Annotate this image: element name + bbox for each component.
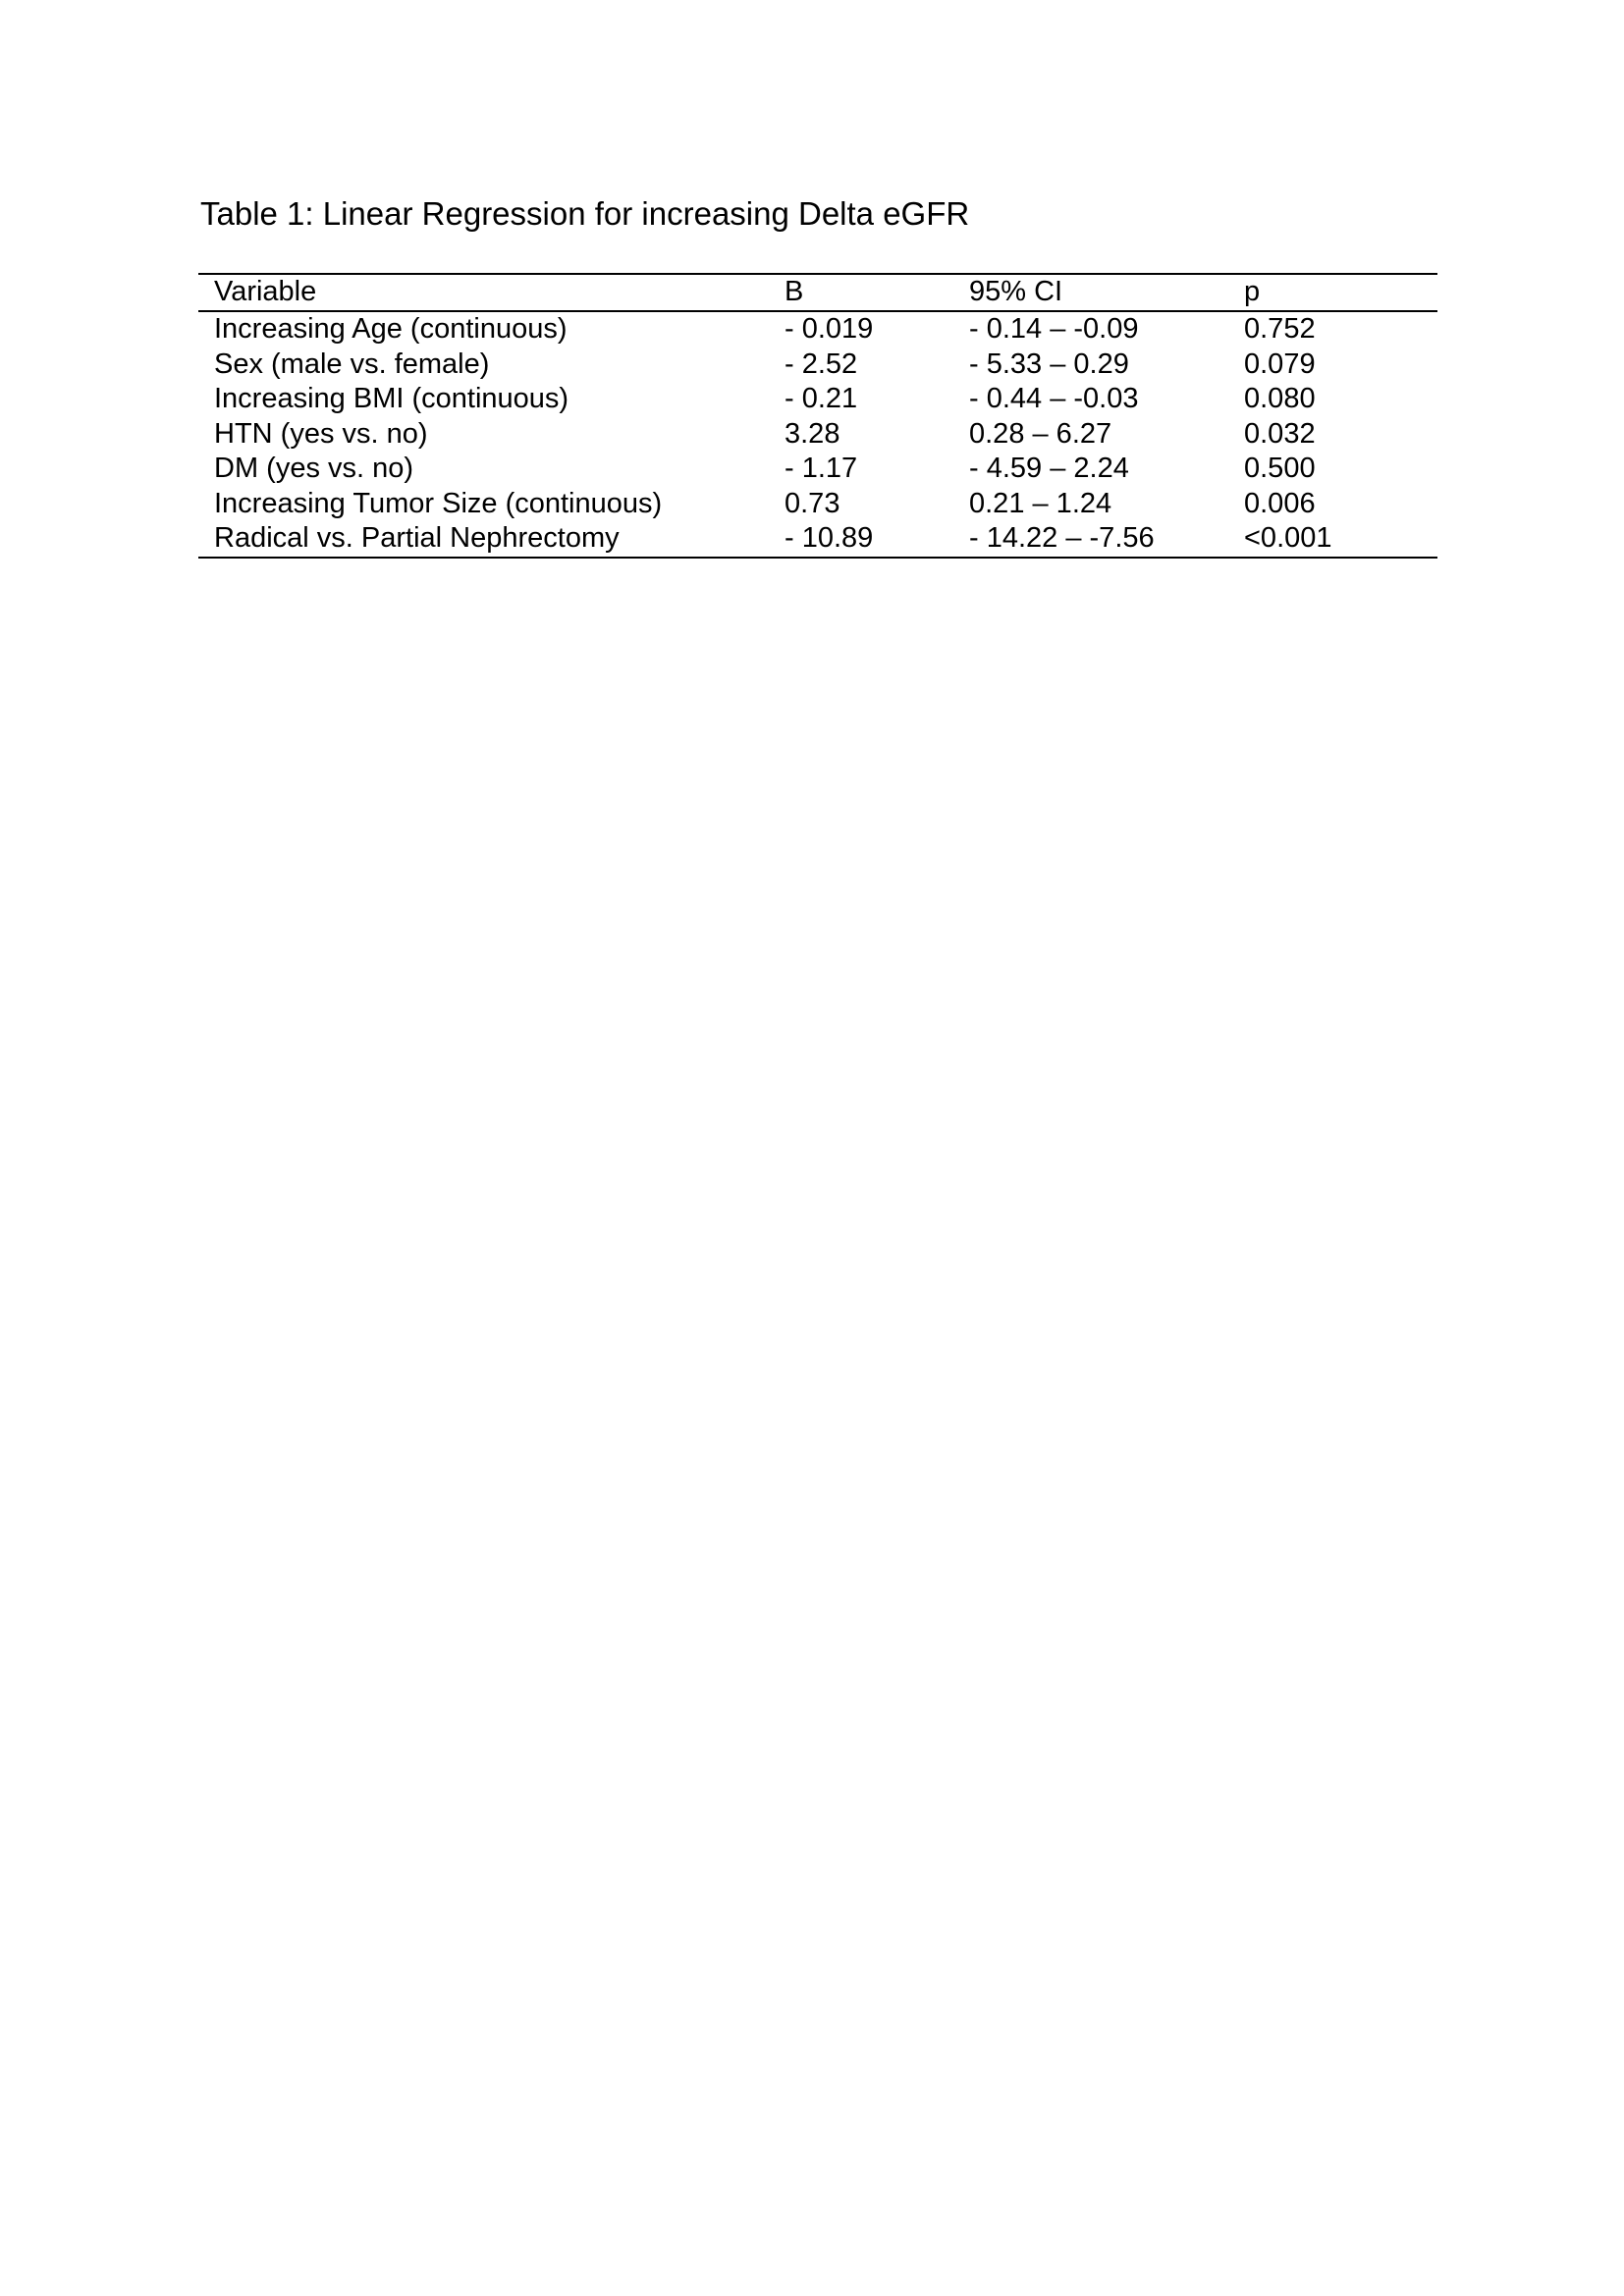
cell-variable: Sex (male vs. female) <box>214 347 490 380</box>
cell-b: - 1.17 <box>785 453 858 484</box>
cell-ci: - 0.14 – -0.09 <box>969 313 1139 345</box>
cell-p: 0.752 <box>1244 313 1316 345</box>
cell-variable: Increasing Age (continuous) <box>214 313 568 345</box>
cell-variable: Increasing BMI (continuous) <box>214 383 569 414</box>
table-row <box>198 382 1437 417</box>
cell-ci: 0.28 – 6.27 <box>969 417 1112 450</box>
cell-b: - 0.21 <box>785 383 858 414</box>
cell-p: 0.079 <box>1244 347 1316 380</box>
table-row <box>198 487 1437 522</box>
regression-table <box>198 273 1437 559</box>
table-row <box>198 347 1437 383</box>
table-row <box>198 312 1437 347</box>
cell-variable: HTN (yes vs. no) <box>214 417 428 450</box>
cell-b: 3.28 <box>785 417 840 450</box>
cell-ci: - 0.44 – -0.03 <box>969 383 1139 414</box>
header-p: p <box>1244 276 1261 307</box>
header-b: B <box>785 276 804 307</box>
table-row <box>198 417 1437 453</box>
header-ci: 95% CI <box>969 276 1063 307</box>
cell-b: 0.73 <box>785 487 840 519</box>
table-caption: Table 1: Linear Regression for increasing Delta eGFR <box>200 195 970 232</box>
cell-variable: DM (yes vs. no) <box>214 453 414 484</box>
cell-p: 0.006 <box>1244 487 1316 519</box>
table-header-row <box>198 275 1437 312</box>
cell-ci: - 4.59 – 2.24 <box>969 453 1129 484</box>
cell-ci: - 5.33 – 0.29 <box>969 347 1129 380</box>
cell-b: - 0.019 <box>785 313 874 345</box>
cell-variable: Radical vs. Partial Nephrectomy <box>214 522 620 554</box>
cell-variable: Increasing Tumor Size (continuous) <box>214 487 663 519</box>
cell-ci: - 14.22 – -7.56 <box>969 522 1155 554</box>
header-variable: Variable <box>214 276 317 307</box>
table-row <box>198 521 1437 557</box>
cell-ci: 0.21 – 1.24 <box>969 487 1112 519</box>
cell-p: 0.080 <box>1244 383 1316 414</box>
table-row <box>198 452 1437 487</box>
cell-p: 0.500 <box>1244 453 1316 484</box>
cell-b: - 2.52 <box>785 347 858 380</box>
cell-p: 0.032 <box>1244 417 1316 450</box>
cell-b: - 10.89 <box>785 522 874 554</box>
cell-p: <0.001 <box>1244 522 1332 554</box>
